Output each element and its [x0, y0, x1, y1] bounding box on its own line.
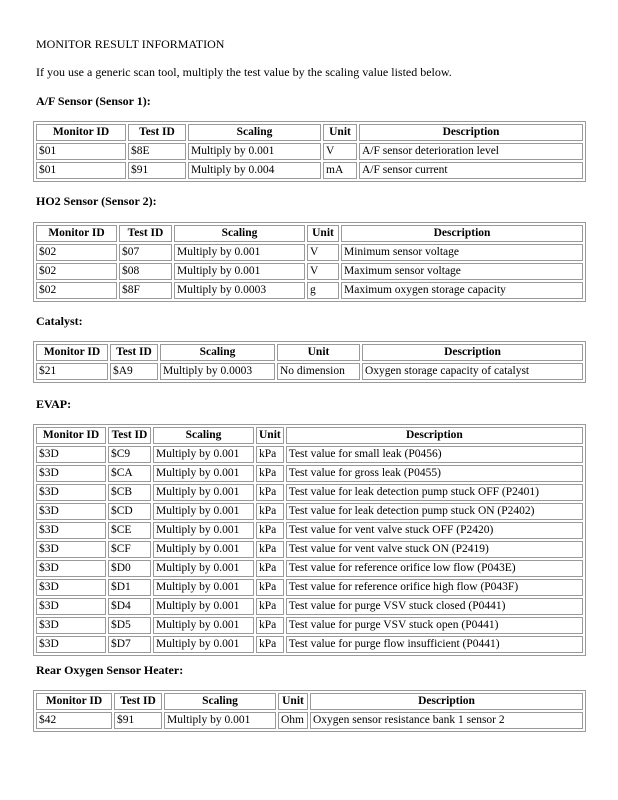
cell-scaling: Multiply by 0.001: [153, 522, 254, 539]
table-rear-oxygen-sensor-heater: [33, 690, 586, 732]
cell-monitor-id: $01: [36, 162, 126, 179]
cell-monitor-id: $21: [36, 363, 108, 380]
table-row: [36, 636, 583, 653]
cell-scaling: Multiply by 0.001: [153, 617, 254, 634]
cell-monitor-id: $02: [36, 244, 117, 261]
cell-test-id: $D7: [108, 636, 151, 653]
cell-test-id: $D1: [108, 579, 151, 596]
table-row: [36, 363, 583, 380]
section-heading-evap: EVAP:: [36, 397, 72, 411]
table-row: [36, 244, 583, 261]
cell-monitor-id: $3D: [36, 484, 106, 501]
cell-scaling: Multiply by 0.0003: [174, 282, 305, 299]
cell-scaling: Multiply by 0.001: [188, 143, 321, 160]
cell-unit: V: [323, 143, 357, 160]
cell-monitor-id: $3D: [36, 541, 106, 558]
cell-description: Maximum oxygen storage capacity: [341, 282, 583, 299]
cell-monitor-id: $3D: [36, 446, 106, 463]
section-heading-af-sensor: A/F Sensor (Sensor 1):: [36, 94, 151, 108]
cell-test-id: $8E: [128, 143, 186, 160]
cell-unit: kPa: [256, 617, 284, 634]
cell-monitor-id: $3D: [36, 503, 106, 520]
column-header-unit: Unit: [307, 225, 339, 242]
cell-monitor-id: $3D: [36, 636, 106, 653]
cell-monitor-id: $42: [36, 712, 112, 729]
table-row: [36, 541, 583, 558]
cell-scaling: Multiply by 0.001: [153, 484, 254, 501]
cell-unit: kPa: [256, 541, 284, 558]
column-header-description: Description: [362, 344, 583, 361]
cell-unit: kPa: [256, 579, 284, 596]
cell-monitor-id: $02: [36, 282, 117, 299]
cell-description: Test value for leak detection pump stuck OFF (P2401): [286, 484, 583, 501]
table-row: [36, 465, 583, 482]
cell-test-id: $8F: [119, 282, 172, 299]
column-header-test-id: Test ID: [108, 427, 151, 444]
cell-scaling: Multiply by 0.001: [153, 446, 254, 463]
cell-description: Test value for reference orifice high flow (P043F): [286, 579, 583, 596]
cell-test-id: $A9: [110, 363, 158, 380]
column-header-monitor-id: Monitor ID: [36, 427, 106, 444]
cell-scaling: Multiply by 0.004: [188, 162, 321, 179]
cell-monitor-id: $3D: [36, 465, 106, 482]
cell-test-id: $D5: [108, 617, 151, 634]
column-header-description: Description: [310, 693, 583, 710]
cell-monitor-id: $3D: [36, 598, 106, 615]
column-header-unit: Unit: [256, 427, 284, 444]
table-ho2-sensor: [33, 222, 586, 302]
cell-description: Test value for small leak (P0456): [286, 446, 583, 463]
cell-description: Test value for purge flow insufficient (P0441): [286, 636, 583, 653]
cell-test-id: $91: [128, 162, 186, 179]
table-row: [36, 712, 583, 729]
column-header-scaling: Scaling: [153, 427, 254, 444]
cell-description: Test value for gross leak (P0455): [286, 465, 583, 482]
cell-monitor-id: $01: [36, 143, 126, 160]
cell-description: Minimum sensor voltage: [341, 244, 583, 261]
cell-test-id: $07: [119, 244, 172, 261]
cell-monitor-id: $3D: [36, 560, 106, 577]
section-heading-rear-oxygen-sensor-heater: Rear Oxygen Sensor Heater:: [36, 663, 184, 677]
cell-unit: kPa: [256, 636, 284, 653]
column-header-test-id: Test ID: [119, 225, 172, 242]
column-header-monitor-id: Monitor ID: [36, 344, 108, 361]
cell-scaling: Multiply by 0.001: [153, 636, 254, 653]
column-header-unit: Unit: [278, 693, 308, 710]
cell-unit: No dimension: [277, 363, 360, 380]
cell-description: Test value for purge VSV stuck open (P0441): [286, 617, 583, 634]
column-header-monitor-id: Monitor ID: [36, 225, 117, 242]
cell-scaling: Multiply by 0.001: [174, 244, 305, 261]
cell-scaling: Multiply by 0.001: [153, 541, 254, 558]
column-header-test-id: Test ID: [128, 124, 186, 141]
table-header-row: [36, 344, 583, 361]
cell-unit: V: [307, 263, 339, 280]
column-header-description: Description: [286, 427, 583, 444]
table-row: [36, 503, 583, 520]
cell-scaling: Multiply by 0.001: [153, 465, 254, 482]
cell-test-id: $D4: [108, 598, 151, 615]
table-evap: [33, 424, 586, 656]
cell-scaling: Multiply by 0.001: [174, 263, 305, 280]
cell-unit: Ohm: [278, 712, 308, 729]
cell-description: Oxygen sensor resistance bank 1 sensor 2: [310, 712, 583, 729]
cell-test-id: $CF: [108, 541, 151, 558]
cell-scaling: Multiply by 0.001: [153, 503, 254, 520]
cell-scaling: Multiply by 0.001: [153, 579, 254, 596]
cell-unit: kPa: [256, 465, 284, 482]
column-header-unit: Unit: [323, 124, 357, 141]
table-row: [36, 598, 583, 615]
table-header-row: [36, 693, 583, 710]
cell-unit: kPa: [256, 522, 284, 539]
column-header-scaling: Scaling: [160, 344, 275, 361]
table-header-row: [36, 427, 583, 444]
table-row: [36, 617, 583, 634]
page-title: MONITOR RESULT INFORMATION: [36, 37, 225, 51]
cell-description: Test value for vent valve stuck OFF (P2420): [286, 522, 583, 539]
table-row: [36, 282, 583, 299]
cell-monitor-id: $3D: [36, 579, 106, 596]
table-af-sensor: [33, 121, 586, 182]
column-header-description: Description: [341, 225, 583, 242]
cell-scaling: Multiply by 0.001: [164, 712, 276, 729]
column-header-scaling: Scaling: [188, 124, 321, 141]
column-header-monitor-id: Monitor ID: [36, 124, 126, 141]
cell-unit: kPa: [256, 503, 284, 520]
cell-test-id: $91: [114, 712, 162, 729]
cell-unit: V: [307, 244, 339, 261]
cell-test-id: $CE: [108, 522, 151, 539]
table-header-row: [36, 225, 583, 242]
column-header-unit: Unit: [277, 344, 360, 361]
cell-scaling: Multiply by 0.001: [153, 598, 254, 615]
cell-unit: mA: [323, 162, 357, 179]
cell-test-id: $08: [119, 263, 172, 280]
table-row: [36, 522, 583, 539]
table-row: [36, 579, 583, 596]
cell-unit: kPa: [256, 598, 284, 615]
section-heading-catalyst: Catalyst:: [36, 314, 83, 328]
table-catalyst: [33, 341, 586, 383]
cell-test-id: $D0: [108, 560, 151, 577]
cell-scaling: Multiply by 0.0003: [160, 363, 275, 380]
table-row: [36, 162, 583, 179]
intro-text: If you use a generic scan tool, multiply the test value by the scaling value listed below.: [36, 65, 452, 79]
cell-description: Oxygen storage capacity of catalyst: [362, 363, 583, 380]
table-row: [36, 263, 583, 280]
cell-description: Maximum sensor voltage: [341, 263, 583, 280]
table-header-row: [36, 124, 583, 141]
cell-unit: kPa: [256, 446, 284, 463]
cell-description: A/F sensor deterioration level: [359, 143, 583, 160]
cell-test-id: $CD: [108, 503, 151, 520]
cell-monitor-id: $02: [36, 263, 117, 280]
column-header-scaling: Scaling: [174, 225, 305, 242]
cell-description: Test value for reference orifice low flow (P043E): [286, 560, 583, 577]
table-row: [36, 143, 583, 160]
cell-test-id: $CB: [108, 484, 151, 501]
table-row: [36, 446, 583, 463]
table-row: [36, 560, 583, 577]
cell-description: Test value for leak detection pump stuck ON (P2402): [286, 503, 583, 520]
cell-description: Test value for vent valve stuck ON (P2419): [286, 541, 583, 558]
column-header-description: Description: [359, 124, 583, 141]
cell-unit: kPa: [256, 560, 284, 577]
column-header-monitor-id: Monitor ID: [36, 693, 112, 710]
section-heading-ho2-sensor: HO2 Sensor (Sensor 2):: [36, 194, 157, 208]
cell-test-id: $CA: [108, 465, 151, 482]
table-row: [36, 484, 583, 501]
cell-unit: kPa: [256, 484, 284, 501]
cell-monitor-id: $3D: [36, 522, 106, 539]
column-header-scaling: Scaling: [164, 693, 276, 710]
column-header-test-id: Test ID: [114, 693, 162, 710]
cell-description: Test value for purge VSV stuck closed (P0441): [286, 598, 583, 615]
cell-scaling: Multiply by 0.001: [153, 560, 254, 577]
cell-unit: g: [307, 282, 339, 299]
cell-test-id: $C9: [108, 446, 151, 463]
cell-monitor-id: $3D: [36, 617, 106, 634]
cell-description: A/F sensor current: [359, 162, 583, 179]
column-header-test-id: Test ID: [110, 344, 158, 361]
